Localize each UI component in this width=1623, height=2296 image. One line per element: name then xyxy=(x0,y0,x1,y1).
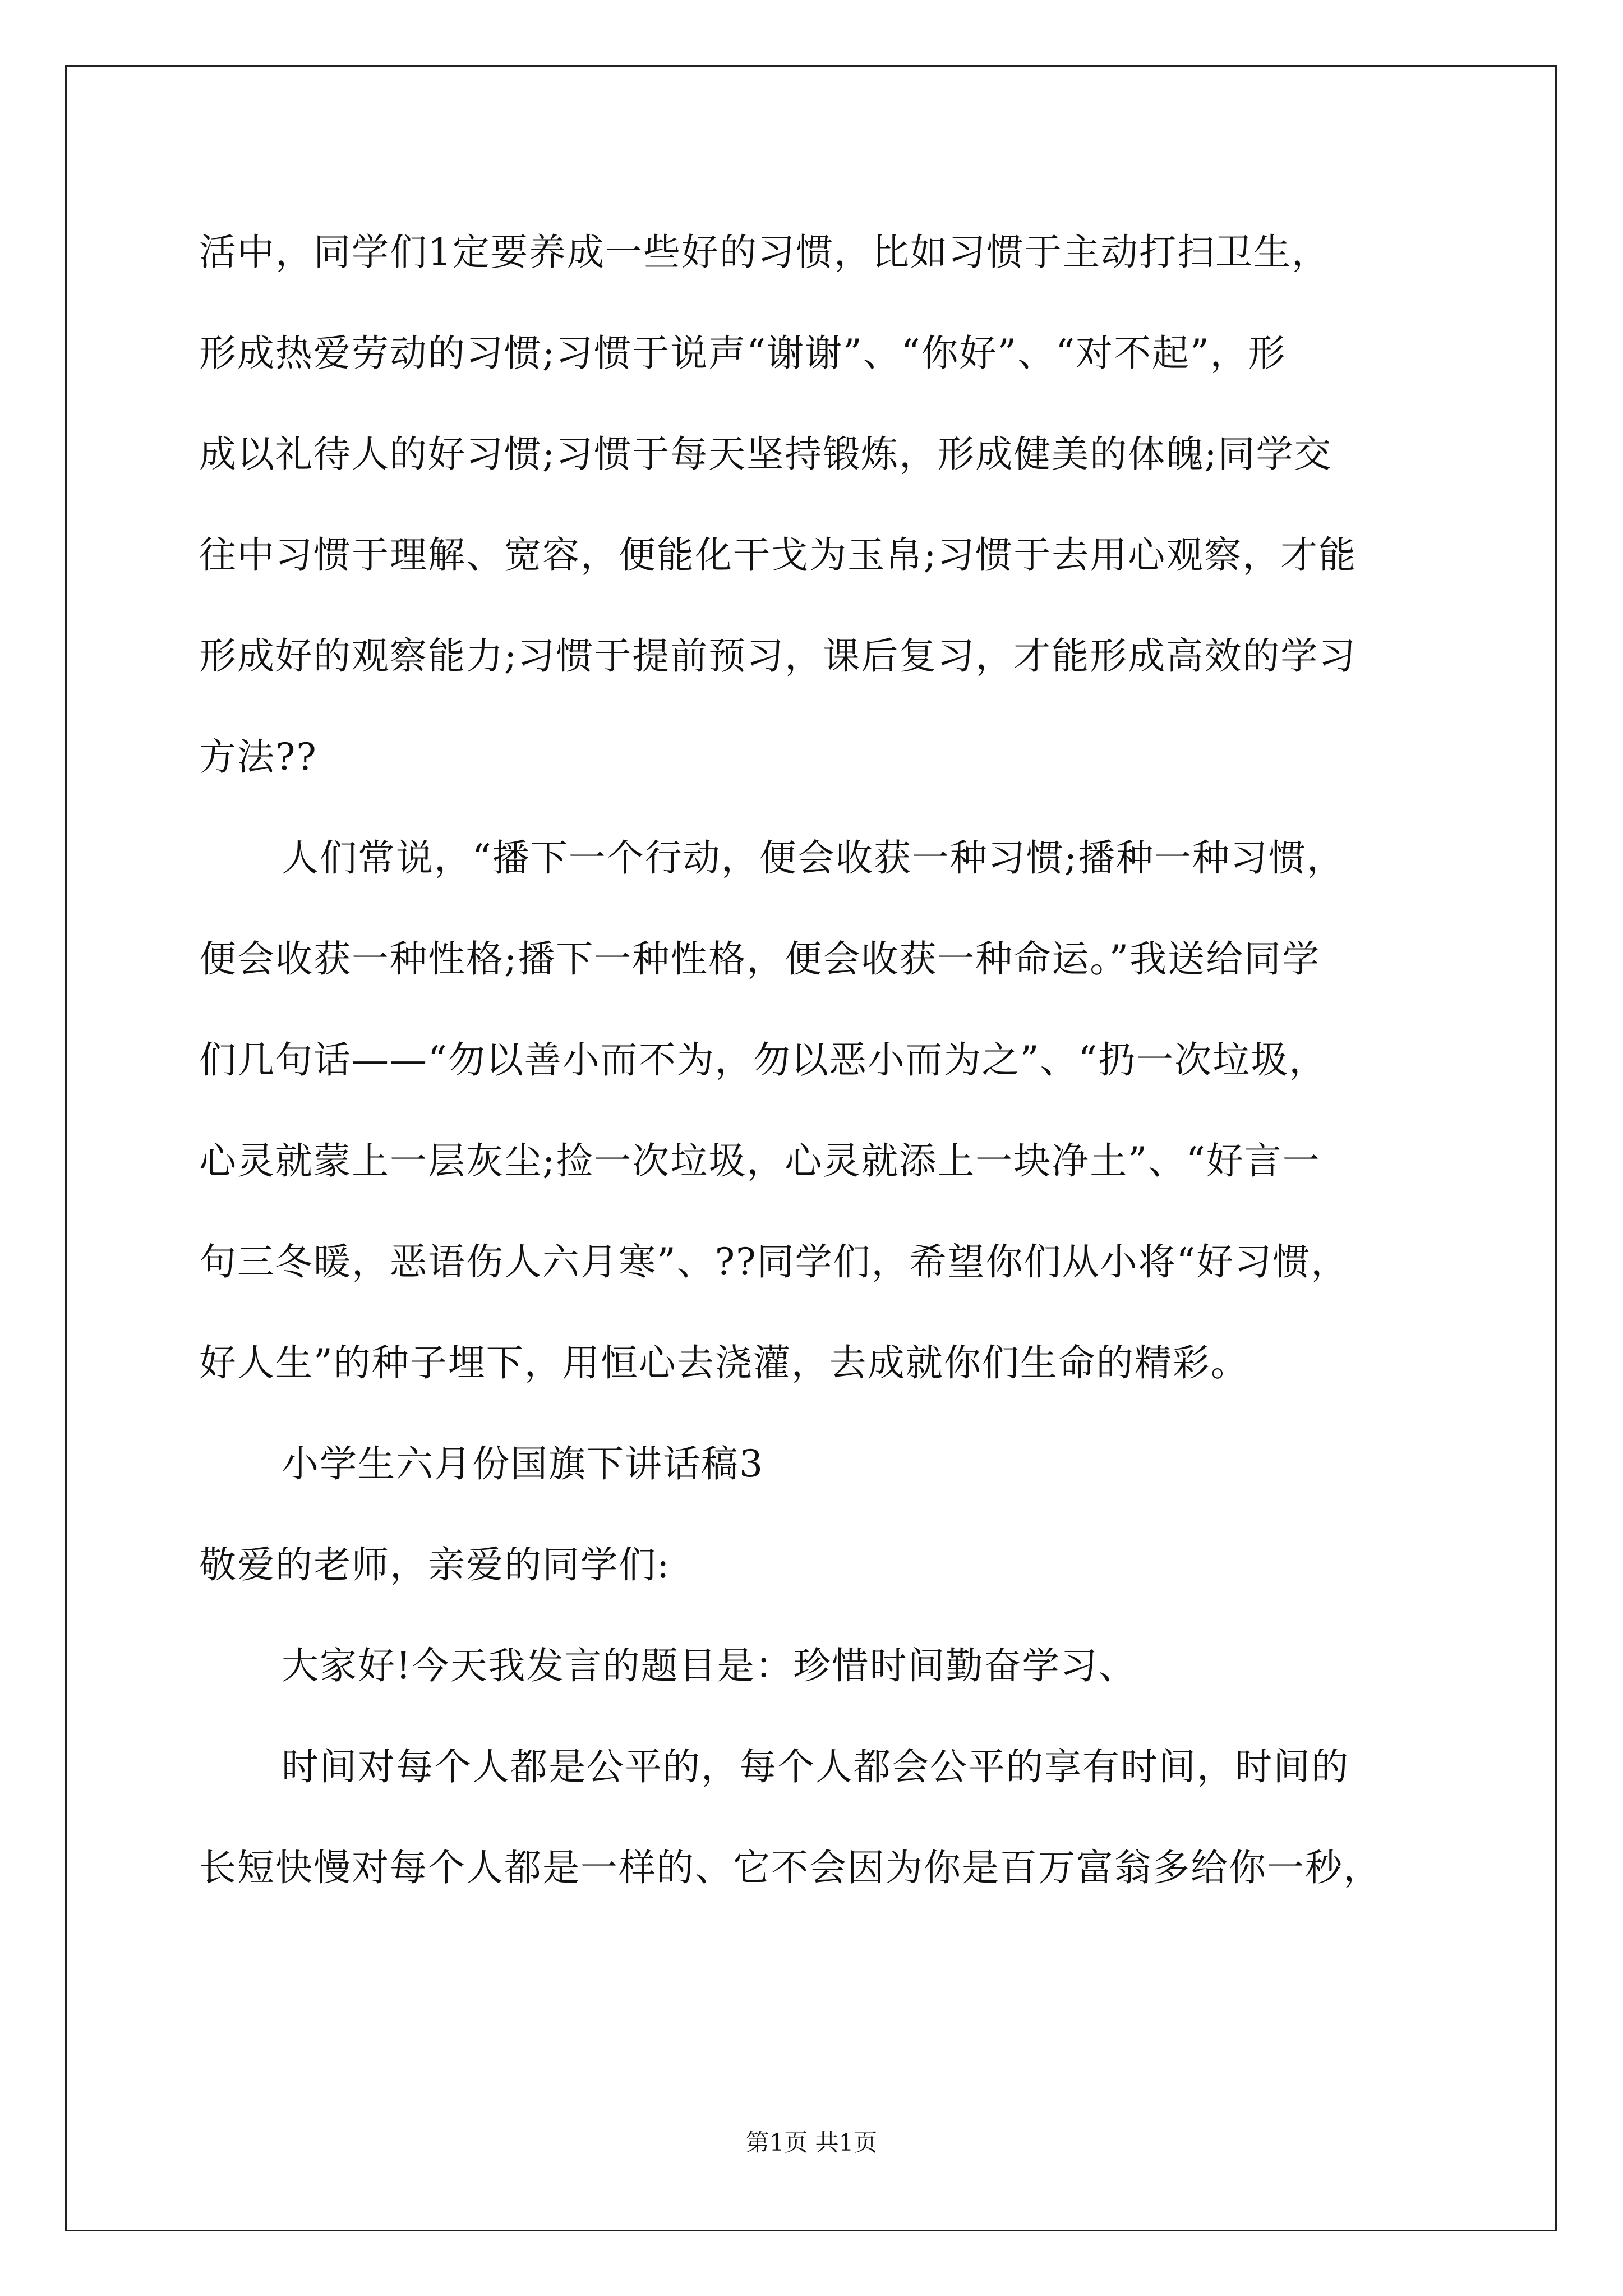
body-text-line: 长短快慢对每个人都是一样的、它不会因为你是百万富翁多给你一秒， xyxy=(199,1846,1381,1889)
paragraph-start-line: 大家好!今天我发言的题目是：珍惜时间勤奋学习、 xyxy=(282,1644,1137,1687)
body-text-line: 们几句话——“勿以善小而不为，勿以恶小而为之”、“扔一次垃圾， xyxy=(199,1038,1327,1082)
body-text-line: 好人生”的种子埋下，用恒心去浇灌，去成就你们生命的精彩。 xyxy=(199,1341,1249,1384)
body-text-line: 往中习惯于理解、宽容，便能化干戈为玉帛;习惯于去用心观察，才能 xyxy=(199,533,1357,577)
body-text-line: 成以礼待人的好习惯;习惯于每天坚持锻炼，形成健美的体魄;同学交 xyxy=(199,432,1332,476)
body-text-line: 便会收获一种性格;播下一种性格，便会收获一种命运。”我送给同学 xyxy=(199,937,1320,981)
body-text-line: 活中，同学们1定要养成一些好的习惯，比如习惯于主动打扫卫生， xyxy=(199,231,1330,274)
body-text-line: 形成热爱劳动的习惯;习惯于说声“谢谢”、“你好”、“对不起”，形 xyxy=(199,332,1287,375)
body-text-line: 句三冬暖，恶语伤人六月寒”、??同学们，希望你们从小将“好习惯， xyxy=(199,1240,1349,1283)
page-footer: 第1页 共1页 xyxy=(745,2129,878,2156)
paragraph-start-line: 时间对每个人都是公平的，每个人都会公平的享有时间，时间的 xyxy=(282,1745,1349,1788)
salutation: 敬爱的老师，亲爱的同学们: xyxy=(199,1543,671,1586)
section-heading: 小学生六月份国旗下讲话稿3 xyxy=(282,1442,764,1485)
paragraph-start-line: 人们常说，“播下一个行动，便会收获一种习惯;播种一种习惯， xyxy=(282,836,1345,880)
body-text-line: 心灵就蒙上一层灰尘;捡一次垃圾，心灵就添上一块净土”、“好言一 xyxy=(199,1139,1321,1182)
body-text-line: 方法?? xyxy=(199,735,317,779)
body-text-line: 形成好的观察能力;习惯于提前预习，课后复习，才能形成高效的学习 xyxy=(199,634,1357,678)
